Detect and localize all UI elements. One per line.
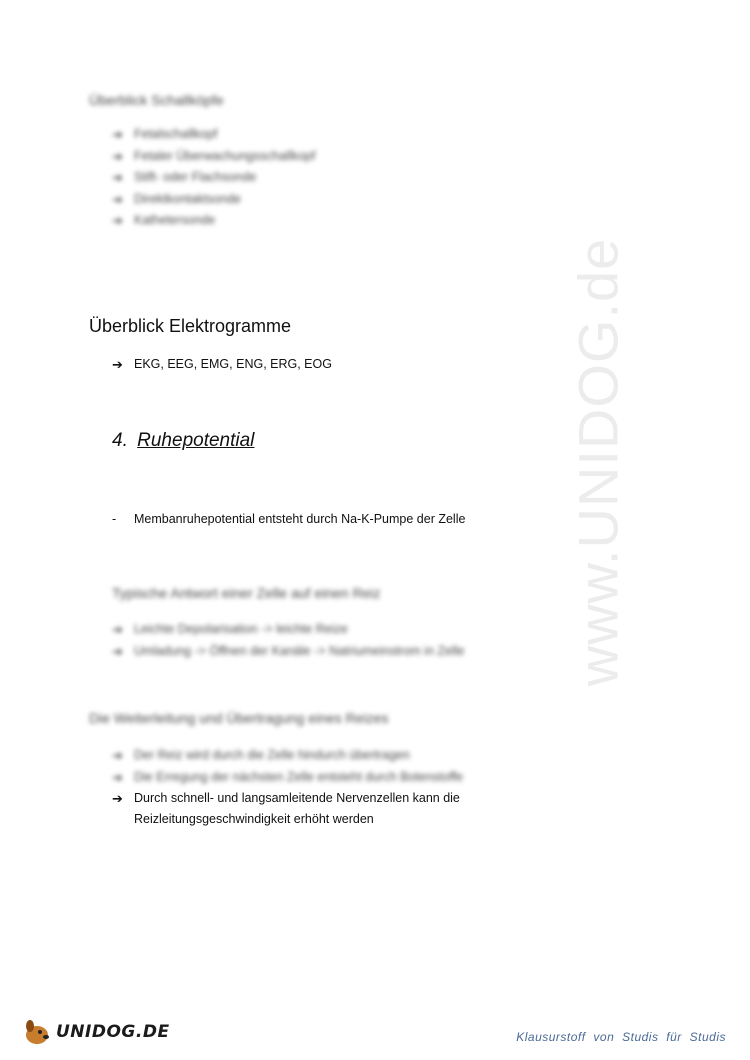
arrow-icon: ➔ <box>112 769 123 785</box>
section-heading: Überblick Schallköpfe <box>89 92 224 108</box>
chapter-title-text: Ruhepotential <box>137 430 255 451</box>
arrow-icon: ➔ <box>112 643 123 659</box>
watermark: www.UNIDOG.de <box>566 237 630 687</box>
dash-text: Membanruhepotential entsteht durch Na-K-Pumpe der Zelle <box>134 512 466 526</box>
arrow-icon: ➔ <box>112 622 123 637</box>
list-item: ➔ EKG, EEG, EMG, ENG, ERG, EOG <box>112 354 332 376</box>
arrow-icon: ➔ <box>112 191 123 207</box>
list-item: ➔ Umladung -> Öffnen der Kanäle -> Natriumeinstrom in Zelle <box>112 641 464 663</box>
dash-marker: - <box>112 512 117 526</box>
arrow-icon: ➔ <box>112 148 123 164</box>
arrow-icon: ➔ <box>112 791 123 806</box>
list-item: ➔ Fetaler Überwachungsschallkopf <box>112 146 315 168</box>
list-item: ➔ Direktkontaktsonde <box>112 189 315 211</box>
list-item-line: Reizleitungsgeschwindigkeit erhöht werden <box>134 812 374 826</box>
arrow-icon: ➔ <box>112 170 123 185</box>
dash-line <box>112 512 465 526</box>
arrow-icon: ➔ <box>112 748 123 763</box>
chapter-title <box>112 430 254 452</box>
section-heading: Typische Antwort einer Zelle auf einen Reiz <box>112 585 381 601</box>
chapter-number: 4. <box>112 430 128 451</box>
arrow-icon: ➔ <box>112 213 123 228</box>
footer-logo <box>22 1018 170 1046</box>
arrow-icon: ➔ <box>112 127 123 142</box>
list-item: ➔ Die Erregung der nächsten Zelle entsteht durch Botenstoffe <box>112 767 463 789</box>
list-item: ➔ Leichte Depolarisation -> leichte Reize <box>112 619 464 641</box>
section-heading: Überblick Elektrogramme <box>89 316 292 336</box>
bullet-list <box>112 354 332 376</box>
list-item-line: Durch schnell- und langsamleitende Nervenzellen kann die <box>134 791 460 805</box>
section-heading: Die Weiterleitung und Übertragung eines Reizes <box>89 710 389 726</box>
bullet-list <box>112 745 463 788</box>
list-item: ➔ Der Reiz wird durch die Zelle hindurch übertragen <box>112 745 463 767</box>
list-item: ➔ Fetalschallkopf <box>112 124 315 146</box>
dog-logo-icon <box>22 1018 52 1046</box>
bullet-list <box>112 124 315 232</box>
list-item: ➔ Kathetersonde <box>112 210 315 232</box>
list-item: ➔ Stift- oder Flachsonde <box>112 167 315 189</box>
bullet-list <box>112 619 464 662</box>
logo-text: UNIDOG.DE <box>56 1022 170 1042</box>
footer-tagline: Klausurstoff von Studis für Studis <box>516 1030 726 1044</box>
arrow-icon: ➔ <box>112 357 123 372</box>
list-item <box>112 788 460 830</box>
